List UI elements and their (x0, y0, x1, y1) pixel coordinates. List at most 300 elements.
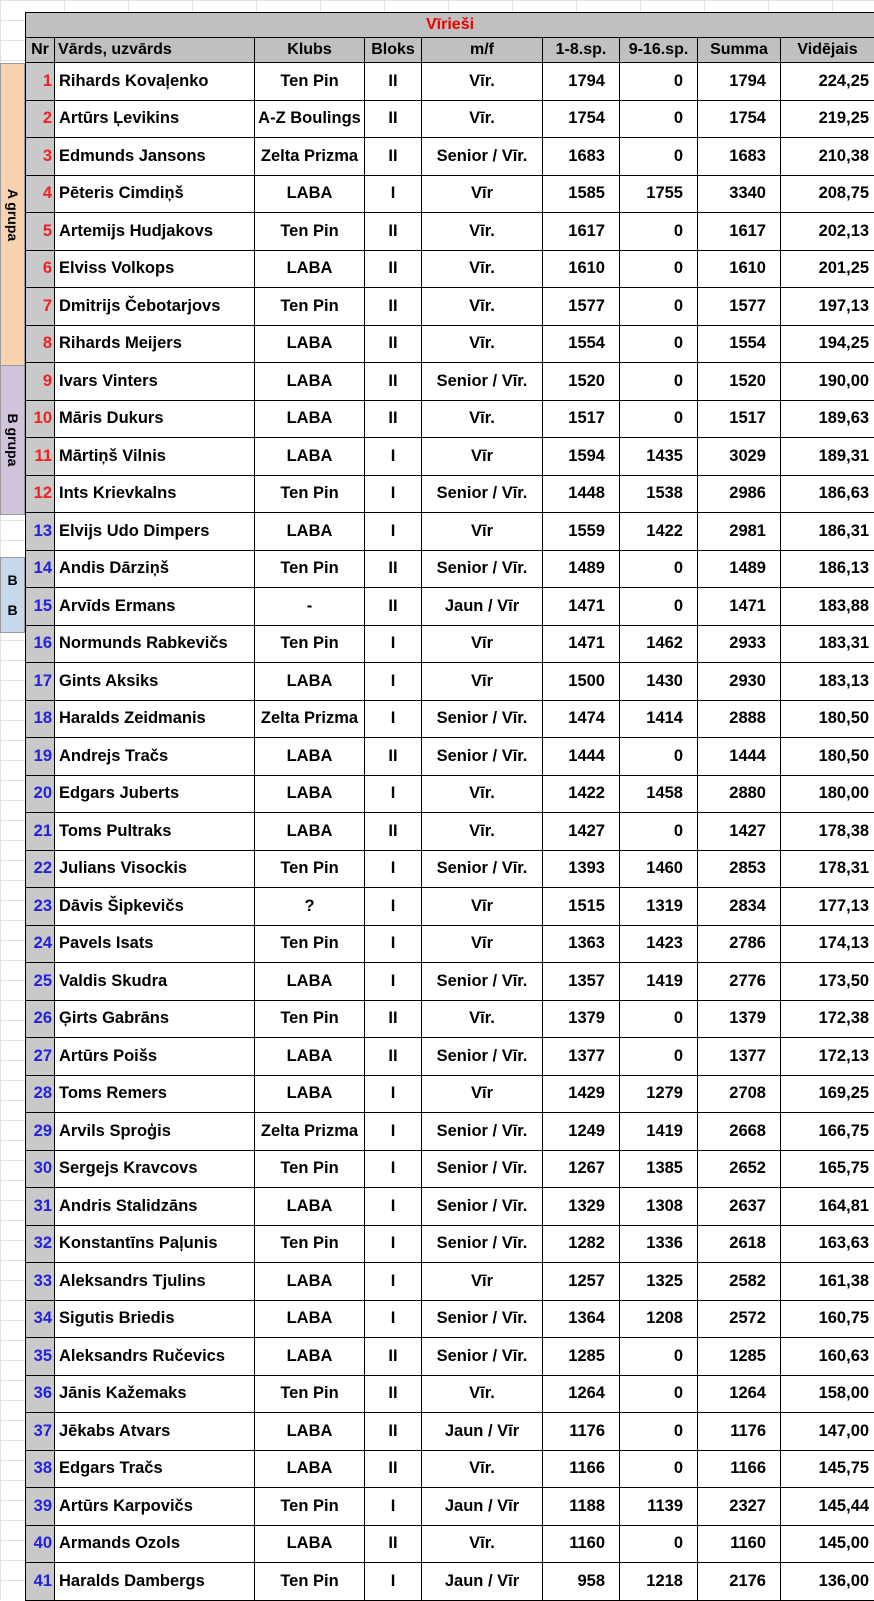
row-score-9-16: 1139 (620, 1488, 698, 1526)
row-average: 186,13 (781, 550, 874, 588)
row-name: Valdis Skudra (55, 963, 255, 1001)
row-mf: Vīr. (422, 775, 543, 813)
row-average: 190,00 (781, 363, 874, 401)
row-score-9-16: 0 (620, 738, 698, 776)
row-name: Haralds Dambergs (55, 1563, 255, 1601)
table-row (26, 1263, 874, 1301)
row-score-9-16: 1319 (620, 888, 698, 926)
row-block: II (365, 1375, 422, 1413)
row-name: Artūrs Poišs (55, 1038, 255, 1076)
row-sum: 2708 (698, 1075, 781, 1113)
row-average: 224,25 (781, 63, 874, 101)
table-row (26, 738, 874, 776)
row-score-1-8: 1683 (543, 138, 620, 176)
row-club: LABA (255, 963, 365, 1001)
row-score-1-8: 1249 (543, 1113, 620, 1151)
table-row (26, 213, 874, 251)
results-table (25, 12, 874, 1601)
row-mf: Jaun / Vīr (422, 588, 543, 626)
row-sum: 2668 (698, 1113, 781, 1151)
row-name: Haralds Zeidmanis (55, 700, 255, 738)
table-row (26, 288, 874, 326)
table-row (26, 1450, 874, 1488)
table-row (26, 1075, 874, 1113)
row-club: Ten Pin (255, 475, 365, 513)
row-average: 163,63 (781, 1225, 874, 1263)
row-mf: Vīr. (422, 250, 543, 288)
table-body (26, 63, 874, 1601)
row-block: II (365, 738, 422, 776)
row-nr: 9 (26, 363, 55, 401)
row-block: II (365, 400, 422, 438)
title-row (26, 13, 874, 38)
row-name: Mārtiņš Vilnis (55, 438, 255, 476)
row-score-9-16: 1419 (620, 1113, 698, 1151)
row-block: II (365, 363, 422, 401)
row-name: Arvils Sproģis (55, 1113, 255, 1151)
row-name: Gints Aksiks (55, 663, 255, 701)
row-score-1-8: 1188 (543, 1488, 620, 1526)
row-sum: 2618 (698, 1225, 781, 1263)
table-row (26, 550, 874, 588)
row-club: LABA (255, 1038, 365, 1076)
row-average: 189,63 (781, 400, 874, 438)
row-score-9-16: 1538 (620, 475, 698, 513)
header-s1: 1-8.sp. (543, 38, 620, 63)
row-score-1-8: 1577 (543, 288, 620, 326)
row-score-1-8: 1517 (543, 400, 620, 438)
row-sum: 1683 (698, 138, 781, 176)
row-club: Ten Pin (255, 1563, 365, 1601)
row-name: Pēteris Cimdiņš (55, 175, 255, 213)
row-club: Ten Pin (255, 213, 365, 251)
row-score-9-16: 1218 (620, 1563, 698, 1601)
row-name: Sigutis Briedis (55, 1300, 255, 1338)
row-name: Dmitrijs Čebotarjovs (55, 288, 255, 326)
row-sum: 2930 (698, 663, 781, 701)
row-nr: 19 (26, 738, 55, 776)
row-club: LABA (255, 738, 365, 776)
row-block: I (365, 775, 422, 813)
row-score-1-8: 1364 (543, 1300, 620, 1338)
table-row (26, 963, 874, 1001)
row-nr: 2 (26, 100, 55, 138)
row-score-1-8: 1559 (543, 513, 620, 551)
table-row (26, 1150, 874, 1188)
row-nr: 17 (26, 663, 55, 701)
row-club: Ten Pin (255, 1225, 365, 1263)
row-score-9-16: 0 (620, 1413, 698, 1451)
row-block: I (365, 438, 422, 476)
row-block: II (365, 550, 422, 588)
row-club: LABA (255, 1413, 365, 1451)
row-club: Zelta Prizma (255, 700, 365, 738)
row-nr: 8 (26, 325, 55, 363)
table-row (26, 1375, 874, 1413)
row-block: II (365, 1038, 422, 1076)
row-mf: Jaun / Vīr (422, 1563, 543, 1601)
table-row (26, 1338, 874, 1376)
row-club: LABA (255, 175, 365, 213)
row-club: LABA (255, 250, 365, 288)
row-score-9-16: 1435 (620, 438, 698, 476)
row-score-9-16: 0 (620, 250, 698, 288)
row-score-1-8: 1617 (543, 213, 620, 251)
row-average: 183,31 (781, 625, 874, 663)
row-sum: 3340 (698, 175, 781, 213)
row-score-9-16: 0 (620, 1525, 698, 1563)
row-average: 183,13 (781, 663, 874, 701)
row-nr: 5 (26, 213, 55, 251)
row-club: LABA (255, 438, 365, 476)
header-mf: m/f (422, 38, 543, 63)
row-name: Māris Dukurs (55, 400, 255, 438)
row-name: Sergejs Kravcovs (55, 1150, 255, 1188)
row-nr: 31 (26, 1188, 55, 1226)
row-mf: Vīr (422, 1075, 543, 1113)
row-score-1-8: 1444 (543, 738, 620, 776)
row-score-9-16: 1423 (620, 925, 698, 963)
row-sum: 2776 (698, 963, 781, 1001)
row-club: Ten Pin (255, 550, 365, 588)
row-score-9-16: 1279 (620, 1075, 698, 1113)
row-sum: 1379 (698, 1000, 781, 1038)
row-name: Toms Pultraks (55, 813, 255, 851)
table-row (26, 888, 874, 926)
row-sum: 3029 (698, 438, 781, 476)
row-nr: 26 (26, 1000, 55, 1038)
row-score-9-16: 0 (620, 1000, 698, 1038)
table-row (26, 400, 874, 438)
row-sum: 2981 (698, 513, 781, 551)
row-score-9-16: 1336 (620, 1225, 698, 1263)
table-row (26, 513, 874, 551)
row-block: II (365, 1413, 422, 1451)
row-score-1-8: 1377 (543, 1038, 620, 1076)
row-mf: Vīr (422, 175, 543, 213)
row-name: Ivars Vinters (55, 363, 255, 401)
row-average: 186,63 (781, 475, 874, 513)
row-mf: Senior / Vīr. (422, 363, 543, 401)
table-row (26, 1413, 874, 1451)
row-nr: 1 (26, 63, 55, 101)
table-row (26, 438, 874, 476)
row-block: I (365, 663, 422, 701)
row-score-1-8: 1489 (543, 550, 620, 588)
row-mf: Vīr (422, 625, 543, 663)
row-average: 164,81 (781, 1188, 874, 1226)
row-sum: 2637 (698, 1188, 781, 1226)
row-score-9-16: 0 (620, 1038, 698, 1076)
row-mf: Vīr. (422, 100, 543, 138)
row-block: II (365, 1000, 422, 1038)
row-average: 180,50 (781, 700, 874, 738)
row-club: Ten Pin (255, 625, 365, 663)
row-club: LABA (255, 775, 365, 813)
row-score-9-16: 1308 (620, 1188, 698, 1226)
row-nr: 20 (26, 775, 55, 813)
row-nr: 11 (26, 438, 55, 476)
table-row (26, 775, 874, 813)
row-score-9-16: 0 (620, 588, 698, 626)
table-title: Vīrieši (26, 13, 874, 38)
row-score-1-8: 1429 (543, 1075, 620, 1113)
row-score-1-8: 1594 (543, 438, 620, 476)
row-block: I (365, 1563, 422, 1601)
row-sum: 1520 (698, 363, 781, 401)
row-average: 166,75 (781, 1113, 874, 1151)
row-name: Konstantīns Paļunis (55, 1225, 255, 1263)
row-block: I (365, 963, 422, 1001)
row-average: 202,13 (781, 213, 874, 251)
row-name: Aleksandrs Ručevics (55, 1338, 255, 1376)
row-block: I (365, 1075, 422, 1113)
row-nr: 13 (26, 513, 55, 551)
row-club: LABA (255, 1338, 365, 1376)
row-name: Andris Stalidzāns (55, 1188, 255, 1226)
row-club: Ten Pin (255, 1375, 365, 1413)
row-score-1-8: 1427 (543, 813, 620, 851)
row-block: I (365, 475, 422, 513)
row-score-9-16: 1385 (620, 1150, 698, 1188)
row-club: Ten Pin (255, 850, 365, 888)
row-average: 180,50 (781, 738, 874, 776)
row-mf: Vīr (422, 888, 543, 926)
row-sum: 1377 (698, 1038, 781, 1076)
row-sum: 2652 (698, 1150, 781, 1188)
row-mf: Senior / Vīr. (422, 1038, 543, 1076)
row-club: Ten Pin (255, 288, 365, 326)
row-nr: 10 (26, 400, 55, 438)
table-row (26, 1300, 874, 1338)
row-average: 161,38 (781, 1263, 874, 1301)
row-mf: Jaun / Vīr (422, 1413, 543, 1451)
row-score-1-8: 1474 (543, 700, 620, 738)
row-block: II (365, 1525, 422, 1563)
row-nr: 38 (26, 1450, 55, 1488)
row-nr: 30 (26, 1150, 55, 1188)
row-block: II (365, 1338, 422, 1376)
row-nr: 21 (26, 813, 55, 851)
row-club: LABA (255, 325, 365, 363)
row-sum: 1794 (698, 63, 781, 101)
row-sum: 2834 (698, 888, 781, 926)
row-club: Ten Pin (255, 1150, 365, 1188)
row-mf: Vīr. (422, 1525, 543, 1563)
row-block: I (365, 1188, 422, 1226)
row-average: 158,00 (781, 1375, 874, 1413)
row-name: Elvijs Udo Dimpers (55, 513, 255, 551)
row-block: II (365, 63, 422, 101)
header-sum: Summa (698, 38, 781, 63)
row-mf: Senior / Vīr. (422, 1300, 543, 1338)
row-average: 174,13 (781, 925, 874, 963)
row-average: 172,13 (781, 1038, 874, 1076)
row-block: I (365, 625, 422, 663)
row-mf: Vīr. (422, 1450, 543, 1488)
table-row (26, 813, 874, 851)
row-name: Jēkabs Atvars (55, 1413, 255, 1451)
row-mf: Vīr (422, 1263, 543, 1301)
row-club: LABA (255, 663, 365, 701)
row-nr: 37 (26, 1413, 55, 1451)
row-average: 183,88 (781, 588, 874, 626)
row-block: I (365, 1150, 422, 1188)
row-name: Ģirts Gabrāns (55, 1000, 255, 1038)
row-score-9-16: 0 (620, 1338, 698, 1376)
row-mf: Senior / Vīr. (422, 550, 543, 588)
row-score-9-16: 0 (620, 400, 698, 438)
row-name: Dāvis Šipkevičs (55, 888, 255, 926)
row-nr: 14 (26, 550, 55, 588)
header-row (26, 38, 874, 63)
row-score-1-8: 1393 (543, 850, 620, 888)
table-row (26, 1488, 874, 1526)
row-name: Edmunds Jansons (55, 138, 255, 176)
group-a-label: A grupa (5, 188, 21, 240)
row-nr: 24 (26, 925, 55, 963)
row-score-1-8: 1329 (543, 1188, 620, 1226)
row-score-9-16: 0 (620, 138, 698, 176)
row-name: Artūrs Ļevikins (55, 100, 255, 138)
group-bb-letter: B (1, 572, 24, 588)
row-club: ? (255, 888, 365, 926)
row-block: II (365, 288, 422, 326)
row-average: 219,25 (781, 100, 874, 138)
row-mf: Senior / Vīr. (422, 1225, 543, 1263)
row-club: LABA (255, 1525, 365, 1563)
table-row (26, 925, 874, 963)
row-score-9-16: 0 (620, 1375, 698, 1413)
row-block: I (365, 1488, 422, 1526)
row-score-9-16: 0 (620, 213, 698, 251)
row-sum: 2176 (698, 1563, 781, 1601)
row-club: LABA (255, 1188, 365, 1226)
row-score-9-16: 1208 (620, 1300, 698, 1338)
row-name: Normunds Rabkevičs (55, 625, 255, 663)
row-score-1-8: 1610 (543, 250, 620, 288)
row-sum: 2986 (698, 475, 781, 513)
row-nr: 29 (26, 1113, 55, 1151)
row-average: 208,75 (781, 175, 874, 213)
table-row (26, 1038, 874, 1076)
table-row (26, 325, 874, 363)
row-sum: 1610 (698, 250, 781, 288)
row-mf: Senior / Vīr. (422, 1113, 543, 1151)
row-mf: Vīr (422, 513, 543, 551)
row-nr: 4 (26, 175, 55, 213)
table-row (26, 1563, 874, 1601)
table-row (26, 175, 874, 213)
row-score-9-16: 0 (620, 363, 698, 401)
row-sum: 1577 (698, 288, 781, 326)
row-name: Rihards Kovaļenko (55, 63, 255, 101)
row-average: 177,13 (781, 888, 874, 926)
row-name: Artūrs Karpovičs (55, 1488, 255, 1526)
row-club: Zelta Prizma (255, 138, 365, 176)
row-sum: 1489 (698, 550, 781, 588)
row-score-1-8: 1471 (543, 588, 620, 626)
row-block: I (365, 925, 422, 963)
row-block: I (365, 513, 422, 551)
row-average: 165,75 (781, 1150, 874, 1188)
row-mf: Vīr (422, 438, 543, 476)
table-row (26, 138, 874, 176)
row-score-1-8: 1285 (543, 1338, 620, 1376)
row-score-9-16: 1430 (620, 663, 698, 701)
table-row (26, 1525, 874, 1563)
row-average: 178,31 (781, 850, 874, 888)
row-club: Ten Pin (255, 1488, 365, 1526)
group-a-band (0, 63, 25, 366)
row-score-1-8: 1363 (543, 925, 620, 963)
header-club: Klubs (255, 38, 365, 63)
header-name: Vārds, uzvārds (55, 38, 255, 63)
table-row (26, 850, 874, 888)
row-name: Edgars Tračs (55, 1450, 255, 1488)
row-nr: 28 (26, 1075, 55, 1113)
row-nr: 41 (26, 1563, 55, 1601)
row-club: LABA (255, 813, 365, 851)
row-nr: 23 (26, 888, 55, 926)
row-block: II (365, 325, 422, 363)
row-score-1-8: 1176 (543, 1413, 620, 1451)
row-average: 147,00 (781, 1413, 874, 1451)
row-sum: 1471 (698, 588, 781, 626)
row-sum: 1617 (698, 213, 781, 251)
row-score-9-16: 1755 (620, 175, 698, 213)
group-b-band (0, 365, 25, 515)
row-score-9-16: 1462 (620, 625, 698, 663)
group-column (0, 63, 25, 1600)
row-score-9-16: 0 (620, 1450, 698, 1488)
row-mf: Senior / Vīr. (422, 963, 543, 1001)
table-row (26, 625, 874, 663)
table-row (26, 1225, 874, 1263)
row-club: LABA (255, 400, 365, 438)
row-mf: Vīr. (422, 400, 543, 438)
row-mf: Senior / Vīr. (422, 1188, 543, 1226)
row-sum: 2327 (698, 1488, 781, 1526)
row-score-9-16: 1460 (620, 850, 698, 888)
row-score-9-16: 0 (620, 813, 698, 851)
row-club: Ten Pin (255, 1000, 365, 1038)
row-average: 201,25 (781, 250, 874, 288)
row-name: Julians Visockis (55, 850, 255, 888)
row-sum: 1160 (698, 1525, 781, 1563)
row-average: 145,75 (781, 1450, 874, 1488)
row-block: I (365, 1300, 422, 1338)
row-score-1-8: 1448 (543, 475, 620, 513)
row-score-1-8: 1257 (543, 1263, 620, 1301)
row-score-1-8: 1267 (543, 1150, 620, 1188)
row-name: Jānis Kažemaks (55, 1375, 255, 1413)
row-mf: Senior / Vīr. (422, 1338, 543, 1376)
row-name: Toms Remers (55, 1075, 255, 1113)
row-average: 180,00 (781, 775, 874, 813)
row-club: Ten Pin (255, 925, 365, 963)
row-club: LABA (255, 1300, 365, 1338)
row-score-1-8: 1379 (543, 1000, 620, 1038)
group-bb-band (0, 557, 25, 633)
row-score-9-16: 1325 (620, 1263, 698, 1301)
row-nr: 6 (26, 250, 55, 288)
table-row (26, 250, 874, 288)
table-row (26, 663, 874, 701)
row-score-1-8: 1264 (543, 1375, 620, 1413)
row-block: I (365, 850, 422, 888)
row-score-9-16: 0 (620, 100, 698, 138)
